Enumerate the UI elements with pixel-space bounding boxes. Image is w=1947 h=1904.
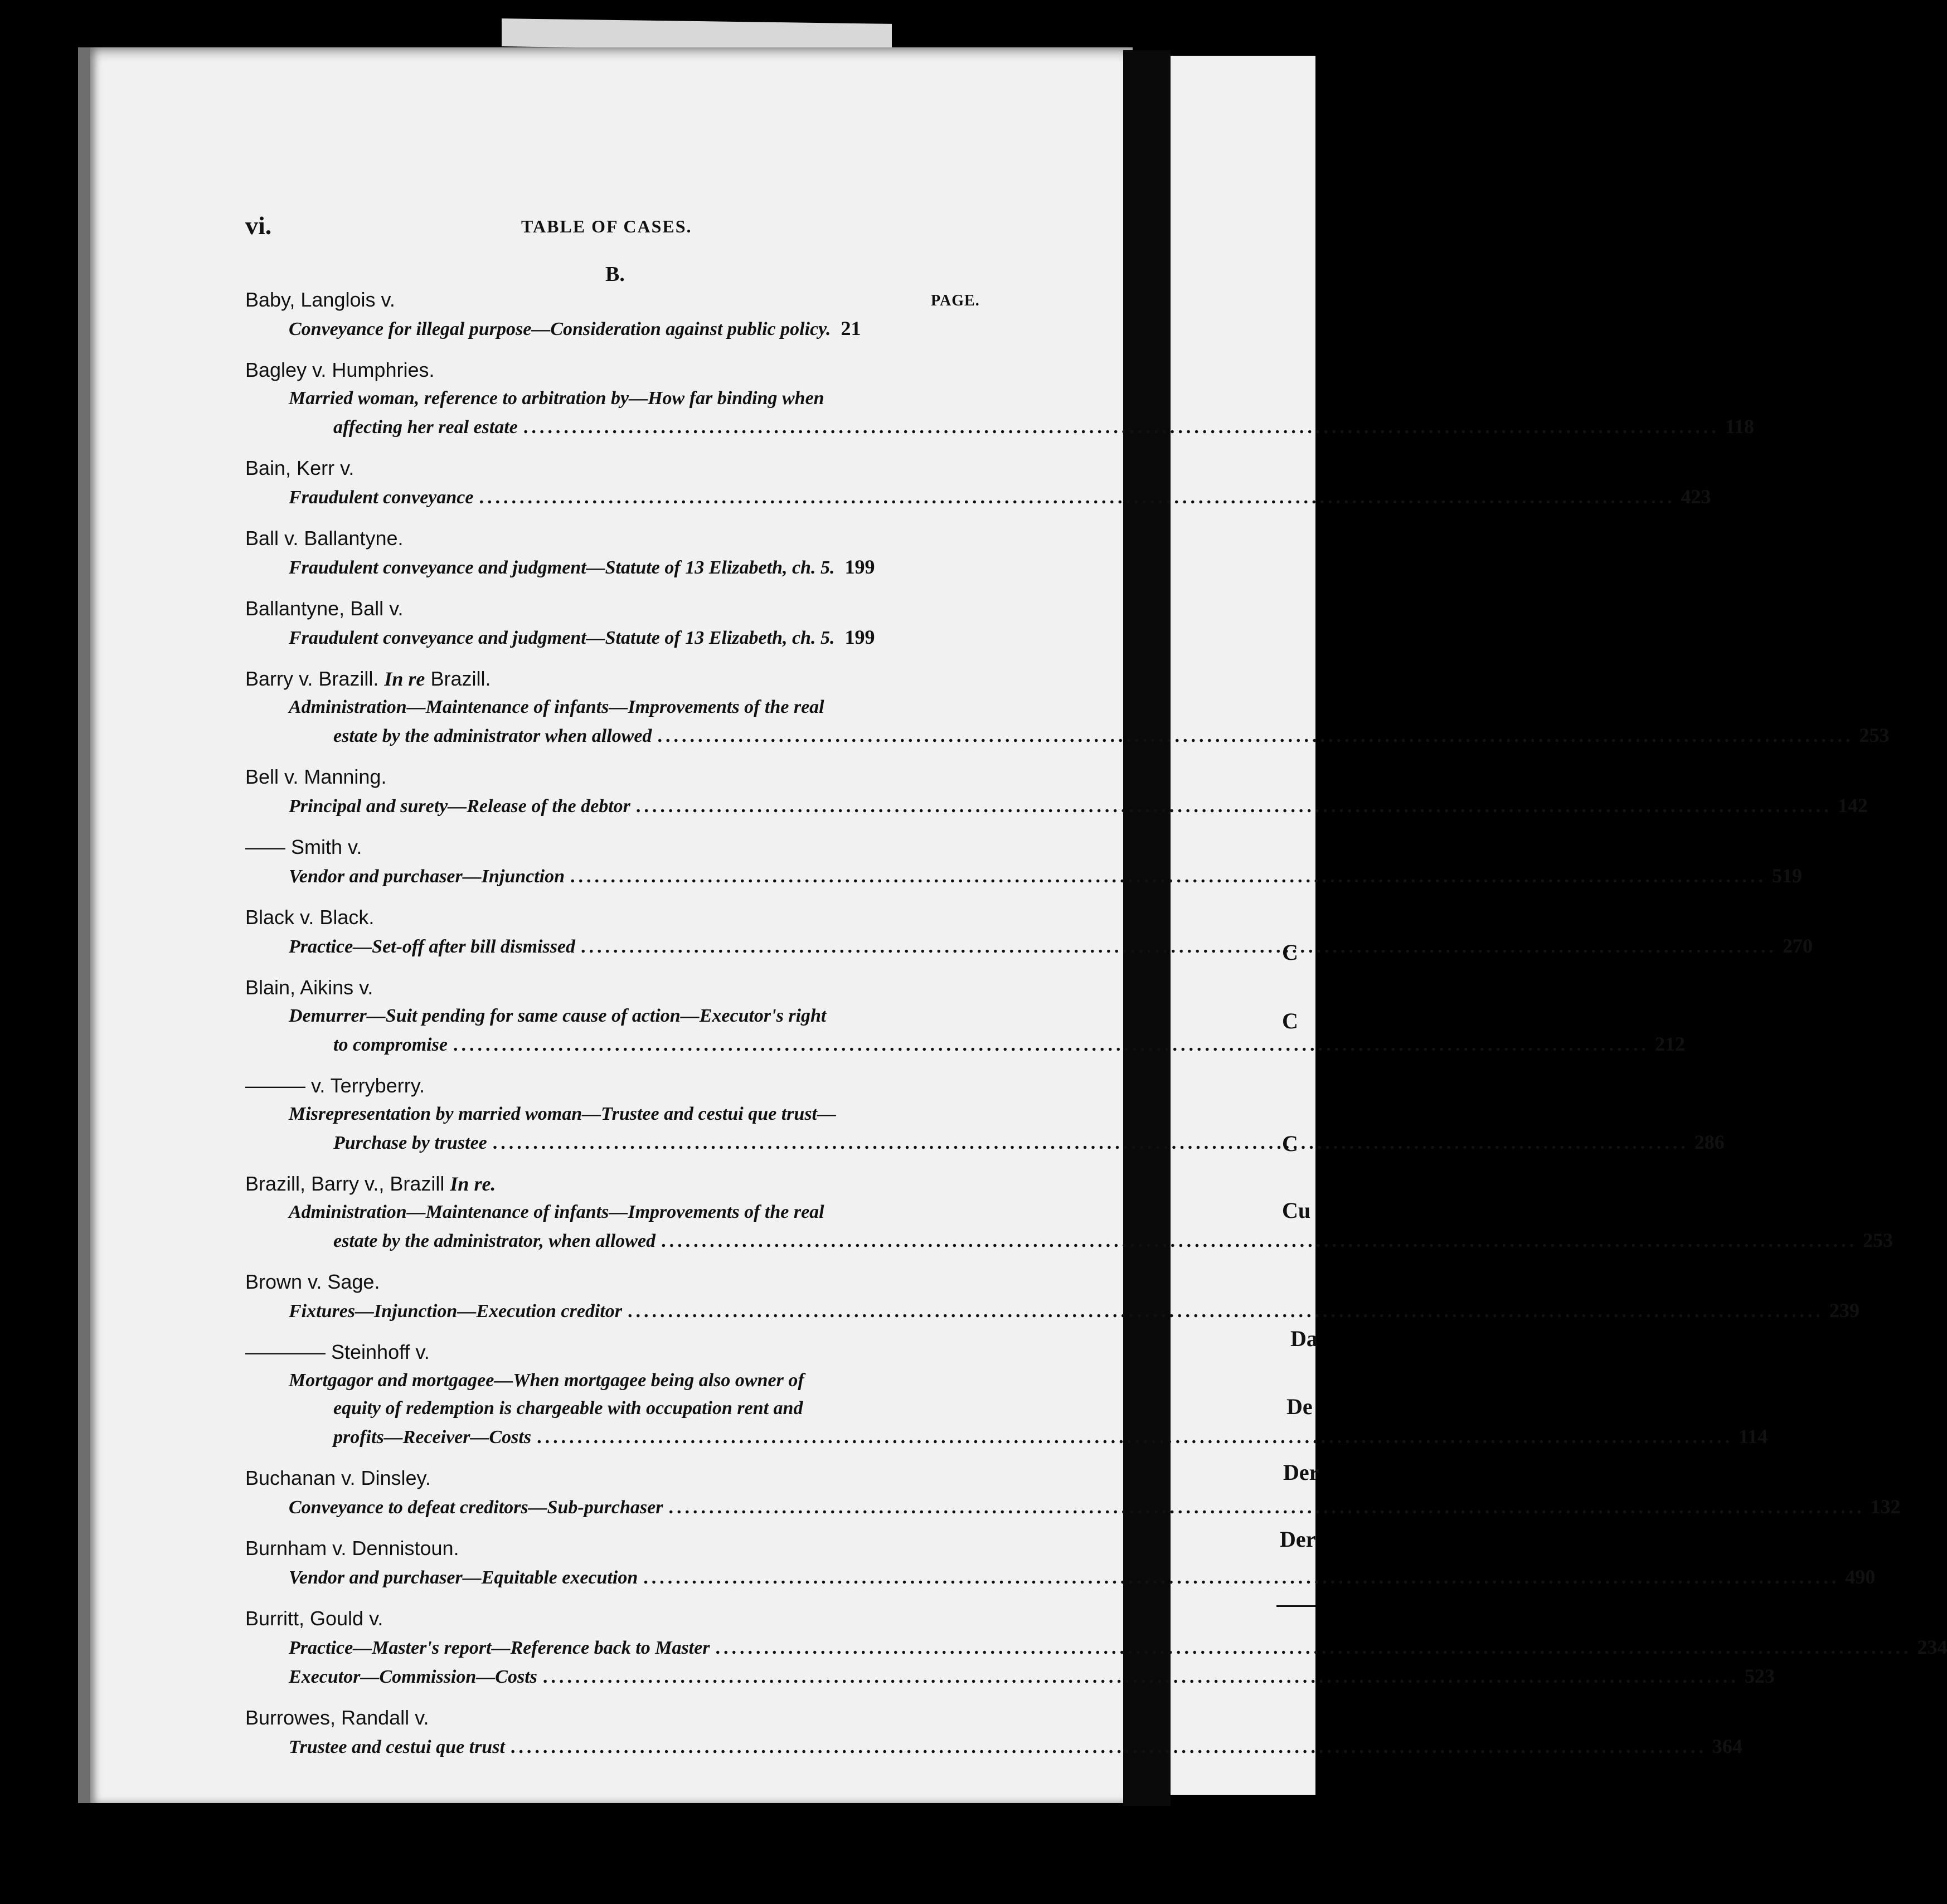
case-description-line [289,1226,1893,1255]
leader-dots [643,1567,1839,1588]
facing-page-fragment: Der [1280,1527,1316,1552]
leader-dots [581,936,1777,957]
case-description-text: Conveyance for illegal purpose—Consideration against public policy. [289,319,831,339]
case-name [245,1464,992,1493]
case-description-line: Misrepresentation by married woman—Trustee and cestui que trust— [289,1104,836,1124]
case-description-line [289,1633,1947,1662]
case-page-number: 490 [1845,1566,1876,1588]
case-page-number: 118 [1725,415,1754,438]
page-column-label: PAGE. [931,292,980,309]
leader-dots [479,487,1675,508]
case-page-number: 234 [1917,1636,1947,1658]
facing-page-fragment: Der [1283,1460,1319,1485]
case-name-text: Burrowes, Randall v. [245,1706,429,1729]
case-description [289,1296,1859,1325]
leader-dots [570,866,1766,887]
case-name [245,454,992,483]
page-header [245,211,981,244]
case-description [289,314,992,343]
case-list [245,285,1947,1774]
page-number: vi. [245,211,272,240]
case-page-number: 423 [1681,485,1711,508]
case-name-text: ———— Steinhoff v. [245,1340,430,1363]
case-description-text: to compromise [333,1034,448,1055]
case-page-number: 199 [844,626,875,648]
case-name-text: Burritt, Gould v. [245,1607,383,1630]
case-name-text: Ballantyne, Ball v. [245,597,404,620]
case-description [289,553,992,582]
case-name-text: Bell v. Manning. [245,765,387,788]
case-description-line: Administration—Maintenance of infants—Improvements of the real [289,1202,824,1222]
case-description-line [289,483,1711,512]
case-description-text: Fraudulent conveyance and judgment—Statute of 13 Elizabeth, ch. 5. [289,557,835,578]
case-page-number: 253 [1859,724,1890,746]
case-name-suffix: Brazill. [430,667,491,690]
case-name [245,1071,992,1100]
case-page-number: 286 [1694,1131,1725,1153]
case-description-text: profits—Receiver—Costs [333,1427,532,1448]
case-description-line [289,1128,1725,1157]
case-description-text: affecting her real estate [333,417,518,438]
leader-dots [523,417,1720,438]
section-letter: B. [605,263,625,286]
case-description-text: Principal and surety—Release of the debtor [289,796,630,817]
case-description [289,1002,1685,1059]
case-name [245,594,992,623]
case-description-line [289,1563,1876,1592]
case-description-line: Mortgagor and mortgagee—When mortgagee being also owner of [289,1370,804,1391]
case-name-text: Baby, Langlois v. [245,288,395,311]
leader-dots [715,1638,1911,1658]
case-description-line [289,553,992,582]
case-name [245,1169,992,1198]
case-description [289,1732,1742,1761]
facing-page-rule [1276,1605,1315,1607]
case-description-line: Married woman, reference to arbitration by—How far binding when [289,388,824,409]
case-description [289,1367,1768,1451]
case-description [289,483,1711,512]
leader-dots [537,1427,1733,1448]
case-name-text: Ball v. Ballantyne. [245,527,404,550]
case-entry [245,1267,1859,1325]
case-name-text: Buchanan v. Dinsley. [245,1466,431,1489]
case-name-text: Black v. Black. [245,906,375,929]
leader-dots [668,1497,1865,1518]
case-name [245,1604,992,1633]
leader-dots [543,1667,1739,1687]
case-name-text: Brown v. Sage. [245,1270,380,1293]
case-entry [245,1071,1725,1157]
case-name [245,664,992,693]
case-name [245,524,992,553]
case-description [289,791,1868,820]
page-gutter [1123,50,1171,1806]
case-name-text: Brazill, Barry v., Brazill [245,1172,445,1195]
case-description [289,1493,1901,1522]
leader-dots [628,1301,1824,1322]
case-name-text: Blain, Aikins v. [245,976,373,999]
case-name-italic: In re. [450,1173,496,1195]
case-name [245,285,992,314]
case-description [289,932,1813,961]
case-name [245,762,992,791]
case-description-text: Fixtures—Injunction—Execution creditor [289,1301,622,1322]
case-page-number: 114 [1739,1425,1768,1448]
case-description-line [289,1493,1901,1522]
case-description-text: Executor—Commission—Costs [289,1667,537,1687]
case-entry [245,1703,1742,1761]
leader-dots [661,1231,1857,1251]
case-entry [245,356,1754,441]
case-name [245,1338,992,1367]
case-description [289,1100,1725,1157]
case-name-text: Burnham v. Dennistoun. [245,1537,459,1560]
case-entry [245,762,1868,820]
case-name-text: —— Smith v. [245,836,362,858]
case-description-line [289,862,1803,891]
case-description-text: Practice—Set-off after bill dismissed [289,936,576,957]
case-description-text: Practice—Master's report—Reference back to Master [289,1638,710,1658]
case-page-number: 132 [1870,1495,1901,1518]
case-page-number: 142 [1837,794,1868,817]
leader-dots [511,1737,1707,1757]
case-description-line: equity of redemption is chargeable with occupation rent and [333,1398,803,1419]
case-description-line [289,314,992,343]
case-description [289,1563,1876,1592]
facing-page-fragment: C [1282,940,1298,965]
case-name [245,1267,992,1296]
case-description-text: Conveyance to defeat creditors—Sub-purchaser [289,1497,663,1518]
case-description-text: estate by the administrator when allowed [333,726,652,746]
case-page-number: 364 [1712,1735,1742,1757]
adjacent-page-edge [502,18,892,52]
case-page-number: 21 [841,317,861,339]
case-description-text: Fraudulent conveyance [289,487,474,508]
case-description [289,862,1803,891]
case-description [289,385,1754,441]
case-entry [245,454,1711,512]
case-entry [245,833,1803,891]
case-description-line: Demurrer—Suit pending for same cause of action—Executor's right [289,1006,827,1026]
facing-page-fragment: Da [1290,1326,1318,1351]
facing-page-fragment: C [1282,1131,1298,1156]
case-description-line [289,1296,1859,1325]
leader-dots [453,1034,1649,1055]
case-entry [245,1604,1947,1691]
leader-dots [493,1133,1689,1153]
case-page-number: 199 [844,556,875,578]
case-name-text: Barry v. Brazill. [245,667,379,690]
case-description [289,693,1890,750]
case-page-number: 239 [1829,1299,1859,1322]
case-description-line [289,721,1890,750]
case-description-line [289,1030,1685,1059]
case-description-text: Purchase by trustee [333,1133,487,1153]
case-description-text: Trustee and cestui que trust [289,1737,505,1757]
case-page-number: 212 [1654,1033,1685,1055]
case-page-number: 519 [1772,864,1803,887]
case-entry [245,973,1685,1059]
case-entry [245,285,992,343]
case-name [245,973,992,1002]
case-description-text: Fraudulent conveyance and judgment—Statute of 13 Elizabeth, ch. 5. [289,628,835,648]
case-page-number: 523 [1744,1665,1775,1687]
case-description-line [289,412,1754,441]
case-description-line [289,1732,1742,1761]
case-description-line [289,623,992,652]
facing-page-fragment: De [1286,1394,1313,1419]
case-name-text: ——— v. Terryberry. [245,1074,425,1097]
case-entry [245,664,1890,750]
case-name [245,1703,992,1732]
case-name-text: Bagley v. Humphries. [245,358,435,381]
case-description-text: Vendor and purchaser—Injunction [289,866,565,887]
leader-dots [657,726,1853,746]
case-page-number: 270 [1783,935,1813,957]
case-entry [245,903,1813,961]
case-name [245,833,992,862]
case-name-italic: In re [384,668,425,690]
leader-dots [636,796,1832,817]
case-description-line [289,1422,1768,1451]
case-description-line: Administration—Maintenance of infants—Improvements of the real [289,697,824,717]
case-page-number: 253 [1863,1229,1893,1251]
case-description-text: Vendor and purchaser—Equitable execution [289,1567,638,1588]
case-entry [245,524,992,582]
case-description-line [289,932,1813,961]
case-description-line [289,1662,1775,1691]
case-description [289,1633,1947,1691]
case-description [289,623,992,652]
case-name [245,1534,992,1563]
case-name [245,903,992,932]
facing-page-fragment: Cu [1282,1198,1311,1223]
case-name-text: Bain, Kerr v. [245,456,355,479]
facing-page-fragment: C [1282,1008,1298,1033]
case-description-line [289,791,1868,820]
case-description-text: estate by the administrator, when allowed [333,1231,656,1251]
running-title: TABLE OF CASES. [521,216,692,236]
case-entry [245,594,992,652]
case-name [245,356,992,385]
